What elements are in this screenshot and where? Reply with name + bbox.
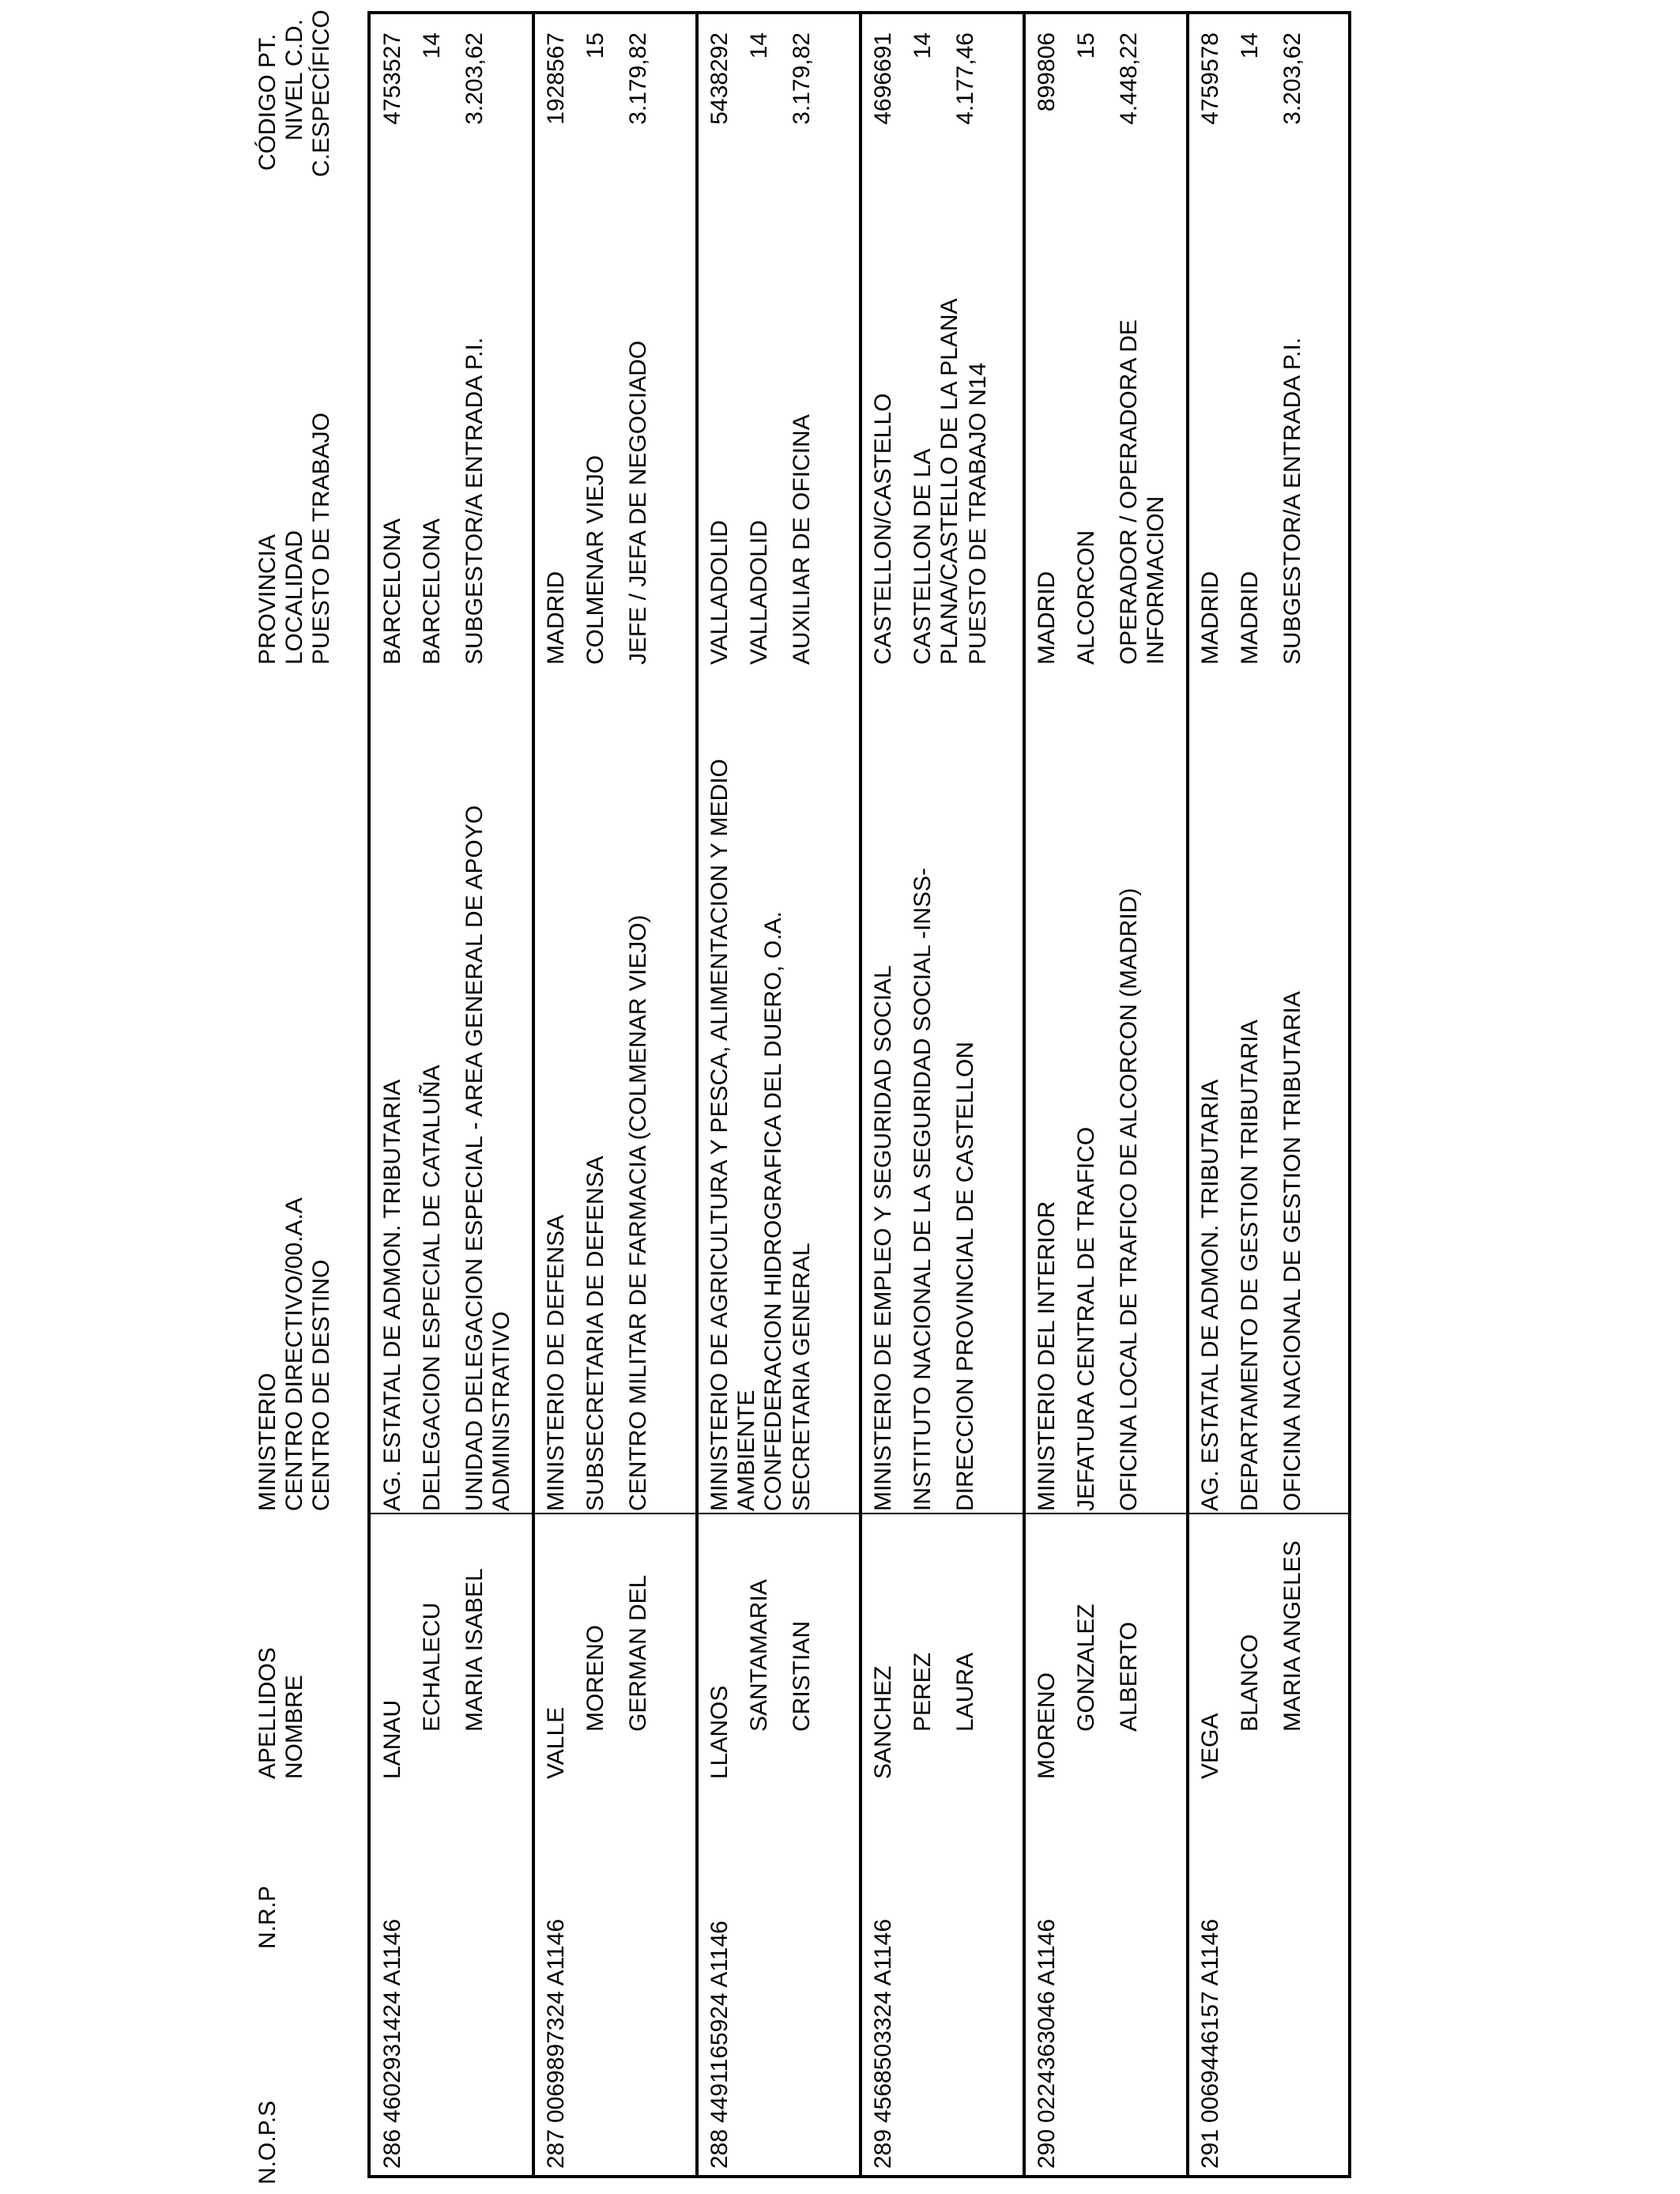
header-nrp: N.R.P — [254, 1885, 281, 1949]
record-nrp: 4602931424 A1146 — [379, 1918, 405, 2123]
record-nivel: 15 — [1073, 32, 1099, 59]
record-separator — [695, 11, 699, 2178]
record-centro-destino: OFICINA NACIONAL DE GESTION TRIBUTARIA — [1279, 991, 1305, 1511]
record-nombre: LAURA — [952, 1652, 978, 1732]
record-number: 287 — [543, 2128, 569, 2169]
record-provincia: VALLADOLID — [706, 520, 733, 665]
record-provincia: MADRID — [543, 571, 569, 665]
header-especifico: C.ESPECÍFICO — [308, 9, 334, 177]
record-centro-destino: DIRECCION PROVINCIAL DE CASTELLON — [952, 1041, 978, 1511]
record-nombre: ALBERTO — [1116, 1622, 1142, 1732]
record-especifico: 3.179,82 — [625, 32, 651, 125]
record-separator — [859, 11, 862, 2178]
record-puesto: OPERADOR / OPERADORA DE — [1116, 319, 1142, 665]
record-apellido-1: LANAU — [379, 1699, 405, 1779]
record-provincia: CASTELLON/CASTELLO — [870, 393, 896, 665]
header-codigo: CÓDIGO PT. — [254, 33, 281, 171]
header-nombre: NOMBRE — [281, 1675, 307, 1779]
record-nivel: 15 — [582, 32, 608, 59]
record-separator — [1186, 11, 1189, 2178]
header-nivel: NIVEL C.D. — [281, 19, 307, 141]
record-nombre: MARIA ANGELES — [1279, 1540, 1305, 1732]
record-puesto: AUXILIAR DE OFICINA — [789, 414, 815, 665]
record-especifico: 4.177,46 — [952, 32, 978, 125]
record-ministerio: MINISTERIO DEL INTERIOR — [1034, 1201, 1060, 1511]
record-ministerio: MINISTERIO DE AGRICULTURA Y PESCA, ALIMENTACION Y MEDIO — [706, 759, 733, 1511]
record-nombre: GERMAN DEL — [625, 1574, 651, 1732]
record-number: 291 — [1197, 2128, 1223, 2169]
record-ministerio-cont: AMBIENTE — [733, 1389, 759, 1511]
record-puesto: SUBGESTOR/A ENTRADA P.I. — [1279, 337, 1305, 665]
record-apellido-1: LLANOS — [706, 1685, 733, 1779]
record-puesto: PUESTO DE TRABAJO N14 — [965, 362, 991, 665]
record-centro-directivo: JEFATURA CENTRAL DE TRAFICO — [1073, 1126, 1099, 1511]
record-number: 289 — [870, 2128, 896, 2169]
header-provincia: PROVINCIA — [254, 533, 281, 665]
record-especifico: 3.203,62 — [461, 32, 488, 125]
record-centro-destino: OFICINA LOCAL DE TRAFICO DE ALCORCON (MADRID) — [1116, 888, 1142, 1511]
record-centro-destino: SECRETARIA GENERAL — [789, 1242, 815, 1511]
record-apellido-2: SANTAMARIA — [746, 1579, 772, 1732]
record-apellido-2: BLANCO — [1237, 1634, 1263, 1732]
header-apellidos: APELLIDOS — [254, 1647, 281, 1779]
record-localidad: BARCELONA — [419, 518, 445, 665]
record-nrp: 0224363046 A1146 — [1034, 1918, 1060, 2123]
record-nrp: 0069446157 A1146 — [1197, 1918, 1223, 2123]
record-localidad: MADRID — [1237, 571, 1263, 665]
record-localidad-cont: PLANA/CASTELLO DE LA PLANA — [936, 298, 962, 665]
record-codigo: 4753527 — [379, 32, 405, 125]
header-puesto: PUESTO DE TRABAJO — [308, 413, 334, 665]
record-centro-directivo: CONFEDERACION HIDROGRAFICA DEL DUERO, O.A. — [760, 911, 786, 1511]
record-separator — [532, 11, 535, 2178]
record-centro-destino-cont: ADMINISTRATIVO — [488, 1311, 514, 1511]
record-codigo: 4696691 — [870, 32, 896, 125]
record-nrp: 0069897324 A1146 — [543, 1918, 569, 2123]
record-puesto: SUBGESTOR/A ENTRADA P.I. — [461, 337, 488, 665]
record-provincia: MADRID — [1197, 571, 1223, 665]
record-ministerio: MINISTERIO DE EMPLEO Y SEGURIDAD SOCIAL — [870, 965, 896, 1511]
record-nrp: 4491165924 A1146 — [706, 1921, 733, 2123]
record-localidad: COLMENAR VIEJO — [582, 454, 608, 665]
record-centro-destino: UNIDAD DELEGACION ESPECIAL - AREA GENERAL DE APOYO — [461, 805, 488, 1511]
record-nivel: 14 — [746, 32, 772, 59]
record-apellido-2: GONZALEZ — [1073, 1604, 1099, 1732]
record-especifico: 4.448,22 — [1116, 32, 1142, 125]
record-ministerio: AG. ESTATAL DE ADMON. TRIBUTARIA — [379, 1079, 405, 1511]
record-centro-directivo: INSTITUTO NACIONAL DE LA SEGURIDAD SOCIAL -INSS- — [910, 867, 936, 1511]
record-apellido-2: PEREZ — [910, 1652, 936, 1732]
record-provincia: MADRID — [1034, 571, 1060, 665]
record-nivel: 14 — [1237, 32, 1263, 59]
record-codigo: 5438292 — [706, 32, 733, 125]
record-codigo: 1928567 — [543, 32, 569, 125]
header-centro-directivo: CENTRO DIRECTIVO/00.A.A — [281, 1197, 307, 1511]
header-localidad: LOCALIDAD — [281, 530, 307, 665]
record-centro-directivo: DELEGACION ESPECIAL DE CATALUÑA — [419, 1065, 445, 1511]
record-apellido-2: MORENO — [582, 1625, 608, 1732]
record-ministerio: AG. ESTATAL DE ADMON. TRIBUTARIA — [1197, 1079, 1223, 1511]
record-nombre: MARIA ISABEL — [461, 1568, 488, 1732]
record-especifico: 3.203,62 — [1279, 32, 1305, 125]
record-ministerio: MINISTERIO DE DEFENSA — [543, 1214, 569, 1511]
record-number: 288 — [706, 2128, 733, 2169]
record-especifico: 3.179,82 — [789, 32, 815, 125]
record-localidad: VALLADOLID — [746, 520, 772, 665]
record-separator — [1023, 11, 1026, 2178]
record-provincia: BARCELONA — [379, 518, 405, 665]
record-apellido-1: MORENO — [1034, 1672, 1060, 1779]
record-centro-directivo: DEPARTAMENTO DE GESTION TRIBUTARIA — [1237, 1020, 1263, 1511]
record-puesto: JEFE / JEFA DE NEGOCIADO — [625, 340, 651, 665]
header-ministerio: MINISTERIO — [254, 1372, 281, 1511]
record-nivel: 14 — [419, 32, 445, 59]
record-codigo: 899806 — [1034, 32, 1060, 112]
record-nombre: CRISTIAN — [789, 1620, 815, 1732]
record-apellido-1: VALLE — [543, 1706, 569, 1779]
record-localidad: ALCORCON — [1073, 530, 1099, 665]
record-number: 286 — [379, 2128, 405, 2169]
record-centro-directivo: SUBSECRETARIA DE DEFENSA — [582, 1155, 608, 1511]
record-nrp: 4568503324 A1146 — [870, 1918, 896, 2123]
record-nivel: 14 — [910, 32, 936, 59]
record-apellido-1: VEGA — [1197, 1713, 1223, 1779]
record-codigo: 4759578 — [1197, 32, 1223, 125]
header-centro-destino: CENTRO DE DESTINO — [308, 1259, 334, 1511]
record-puesto-cont: INFORMACION — [1143, 496, 1169, 665]
header-nops: N.O.P.S — [254, 2100, 281, 2185]
record-apellido-1: SANCHEZ — [870, 1665, 896, 1779]
record-localidad: CASTELLON DE LA — [910, 448, 936, 665]
record-number: 290 — [1034, 2128, 1060, 2169]
record-centro-destino: CENTRO MILITAR DE FARMACIA (COLMENAR VIEJO) — [625, 914, 651, 1511]
record-apellido-2: ECHALECU — [419, 1602, 445, 1732]
